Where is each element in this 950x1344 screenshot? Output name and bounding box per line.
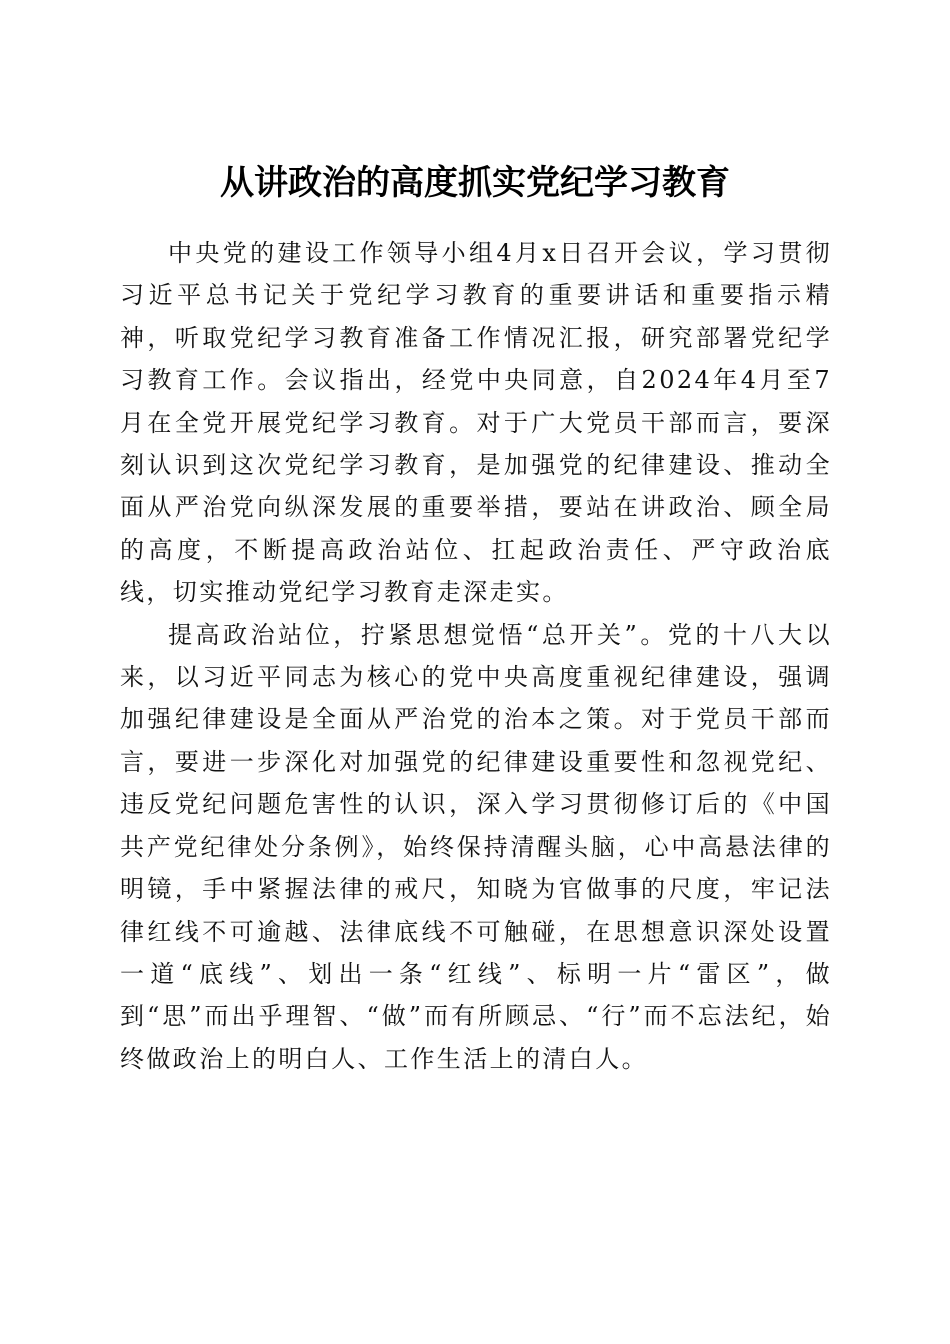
document-body	[120, 232, 832, 1080]
paragraph-1: 中央党的建设工作领导小组4月x日召开会议，学习贯彻习近平总书记关于党纪学习教育的重要讲话和重要指示精神，听取党纪学习教育准备工作情况汇报，研究部署党纪学习教育工作。会议指出，经党中央同意，自2024年4月至7月在全党开展党纪学习教育。对于广大党员干部而言，要深刻认识到这次党纪学习教育，是加强党的纪律建设、推动全面从严治党向纵深发展的重要举措，要站在讲政治、顾全局的高度，不断提高政治站位、扛起政治责任、严守政治底线，切实推动党纪学习教育走深走实。	[120, 239, 832, 607]
document-title: 从讲政治的高度抓实党纪学习教育	[220, 162, 730, 203]
paragraph-2: 提高政治站位，拧紧思想觉悟“总开关”。党的十八大以来，以习近平同志为核心的党中央高度重视纪律建设，强调加强纪律建设是全面从严治党的治本之策。对于党员干部而言，要进一步深化对加强党的纪律建设重要性和忽视党纪、违反党纪问题危害性的认识，深入学习贯彻修订后的《中国共产党纪律处分条例》，始终保持清醒头脑，心中高悬法律的明镜，手中紧握法律的戒尺，知晓为官做事的尺度，牢记法律红线不可逾越、法律底线不可触碰，在思想意识深处设置一道“底线”、划出一条“红线”、标明一片“雷区”，做到“思”而出乎理智、“做”而有所顾忌、“行”而不忘法纪，始终做政治上的明白人、工作生活上的清白人。	[120, 620, 832, 1073]
